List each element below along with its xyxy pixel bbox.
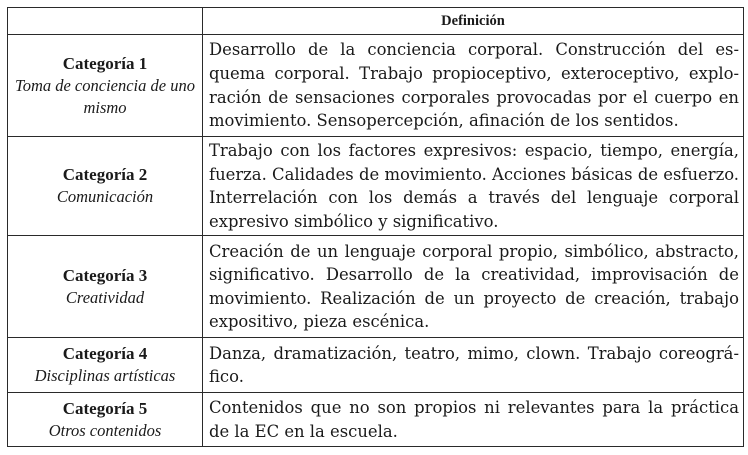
table-row <box>8 35 744 137</box>
categories-table <box>7 7 744 447</box>
category-name: Comunicación <box>56 187 154 207</box>
category-name: Creatividad <box>65 287 145 307</box>
category-name: Toma de conciencia de uno mismo <box>15 75 195 117</box>
category-cell <box>8 393 203 447</box>
table-row <box>8 338 744 393</box>
definition-cell: Creación de un lenguaje corporal propio, simbólico, abstracto, significativo. Desarrollo de la creatividad, improvisación de movimiento. Realización de un proyecto de creación, trabajo expositivo, pieza escénica. <box>203 236 744 338</box>
header-row <box>8 8 744 35</box>
definition-cell: Trabajo con los factores expresivos: espacio, tiempo, energía, fuerza. Calidades de movimiento. Acciones básicas de esfuerzo. Interrelación con los demás a través del lenguaje corporal expresivo simbólico y significativo. <box>203 137 744 236</box>
category-name: Otros contenidos <box>48 420 162 440</box>
header-definition: Definición <box>203 8 744 35</box>
category-cell <box>8 338 203 393</box>
category-number: Categoría 1 <box>62 53 148 73</box>
category-number: Categoría 2 <box>62 165 148 185</box>
header-empty-cell <box>8 8 203 35</box>
category-name: Disciplinas artísticas <box>34 366 176 386</box>
definition-cell: Contenidos que no son propios ni relevantes para la práctica de la EC en la escuela. <box>203 393 744 447</box>
table-row <box>8 236 744 338</box>
category-cell <box>8 236 203 338</box>
category-cell <box>8 35 203 137</box>
table-row <box>8 393 744 447</box>
category-number: Categoría 3 <box>62 265 148 285</box>
table-row <box>8 137 744 236</box>
category-cell <box>8 137 203 236</box>
definition-cell: Desarrollo de la conciencia corporal. Construcción del esquema corporal. Trabajo propioceptivo, exteroceptivo, exploración de sensaciones corporales provocadas por el cuerpo en movimiento. Sensopercepción, afinación de los sentidos. <box>203 35 744 137</box>
definition-cell: Danza, dramatización, teatro, mimo, clown. Trabajo coreográfico. <box>203 338 744 393</box>
category-number: Categoría 5 <box>62 398 148 418</box>
category-number: Categoría 4 <box>62 344 148 364</box>
